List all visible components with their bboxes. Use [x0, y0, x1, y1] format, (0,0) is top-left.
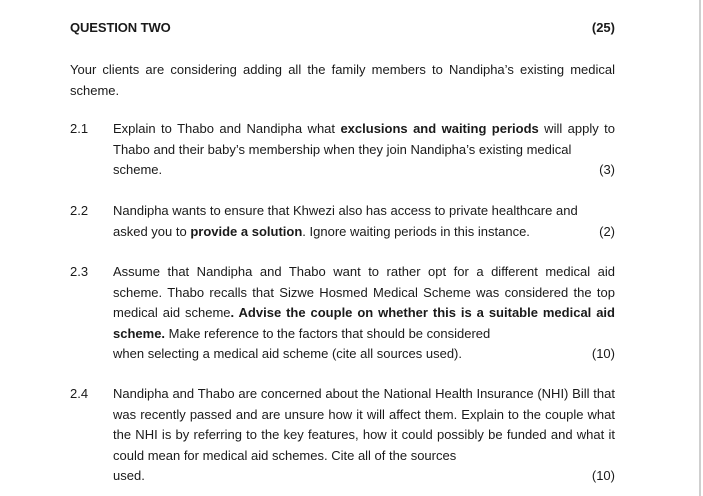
question-text: Nandipha wants to ensure that Khwezi also has access to private healthcare and — [113, 203, 578, 218]
question-body — [113, 201, 615, 242]
page-edge-rule — [699, 0, 701, 496]
question-marks: (10) — [591, 468, 615, 483]
question-text: Explain to Thabo and Nandipha what exclusions and waiting periods will apply to Thabo and their baby’s membership when they join Nandipha’s existing medical — [113, 121, 616, 157]
question-emphasis: . Advise the couple on whether this is a suitable medical aid scheme. — [113, 305, 615, 341]
question-body — [113, 262, 615, 365]
question-text: Assume that Nandipha and Thabo want to rather opt for a different medical aid scheme. Thabo recalls that Sizwe Hosmed Medical Scheme was considered the top medical aid scheme. Advise the couple on whether this is a suitable medical aid scheme. Make reference to the factors that should be considered — [113, 264, 615, 341]
intro-paragraph: Your clients are considering adding all the family members to Nandipha’s existing medical scheme. — [70, 62, 615, 98]
total-marks: (25) — [591, 20, 615, 35]
question-emphasis: provide a solution — [190, 223, 303, 239]
question-header — [70, 20, 615, 38]
question-number: 2.3 — [70, 264, 89, 279]
question-emphasis: exclusions and waiting periods — [340, 121, 539, 136]
question-marks: (2) — [599, 223, 615, 239]
question-last-line: asked you to provide a solution. Ignore waiting periods in this instance. (2) — [113, 222, 615, 243]
question-body — [113, 119, 615, 181]
question-marks: (10) — [591, 346, 615, 361]
question-number: 2.2 — [70, 203, 89, 218]
question-title: QUESTION TWO — [70, 20, 171, 35]
question-number: 2.4 — [70, 386, 89, 401]
question-number: 2.1 — [70, 121, 89, 136]
question-body — [113, 384, 615, 487]
question-text: Nandipha and Thabo are concerned about the National Health Insurance (NHI) Bill that was recently passed and are unsure how it will affect them. Explain to the couple what the NHI is by referring to the key features, how it could possibly be funded and what it could mean for medical aid schemes. Cite all of the sources — [113, 386, 615, 463]
question-last-line: used. (10) — [113, 466, 615, 487]
question-last-line: when selecting a medical aid scheme (cite all sources used). (10) — [113, 344, 615, 365]
question-marks: (3) — [599, 162, 615, 177]
question-last-line: scheme. (3) — [113, 160, 615, 181]
